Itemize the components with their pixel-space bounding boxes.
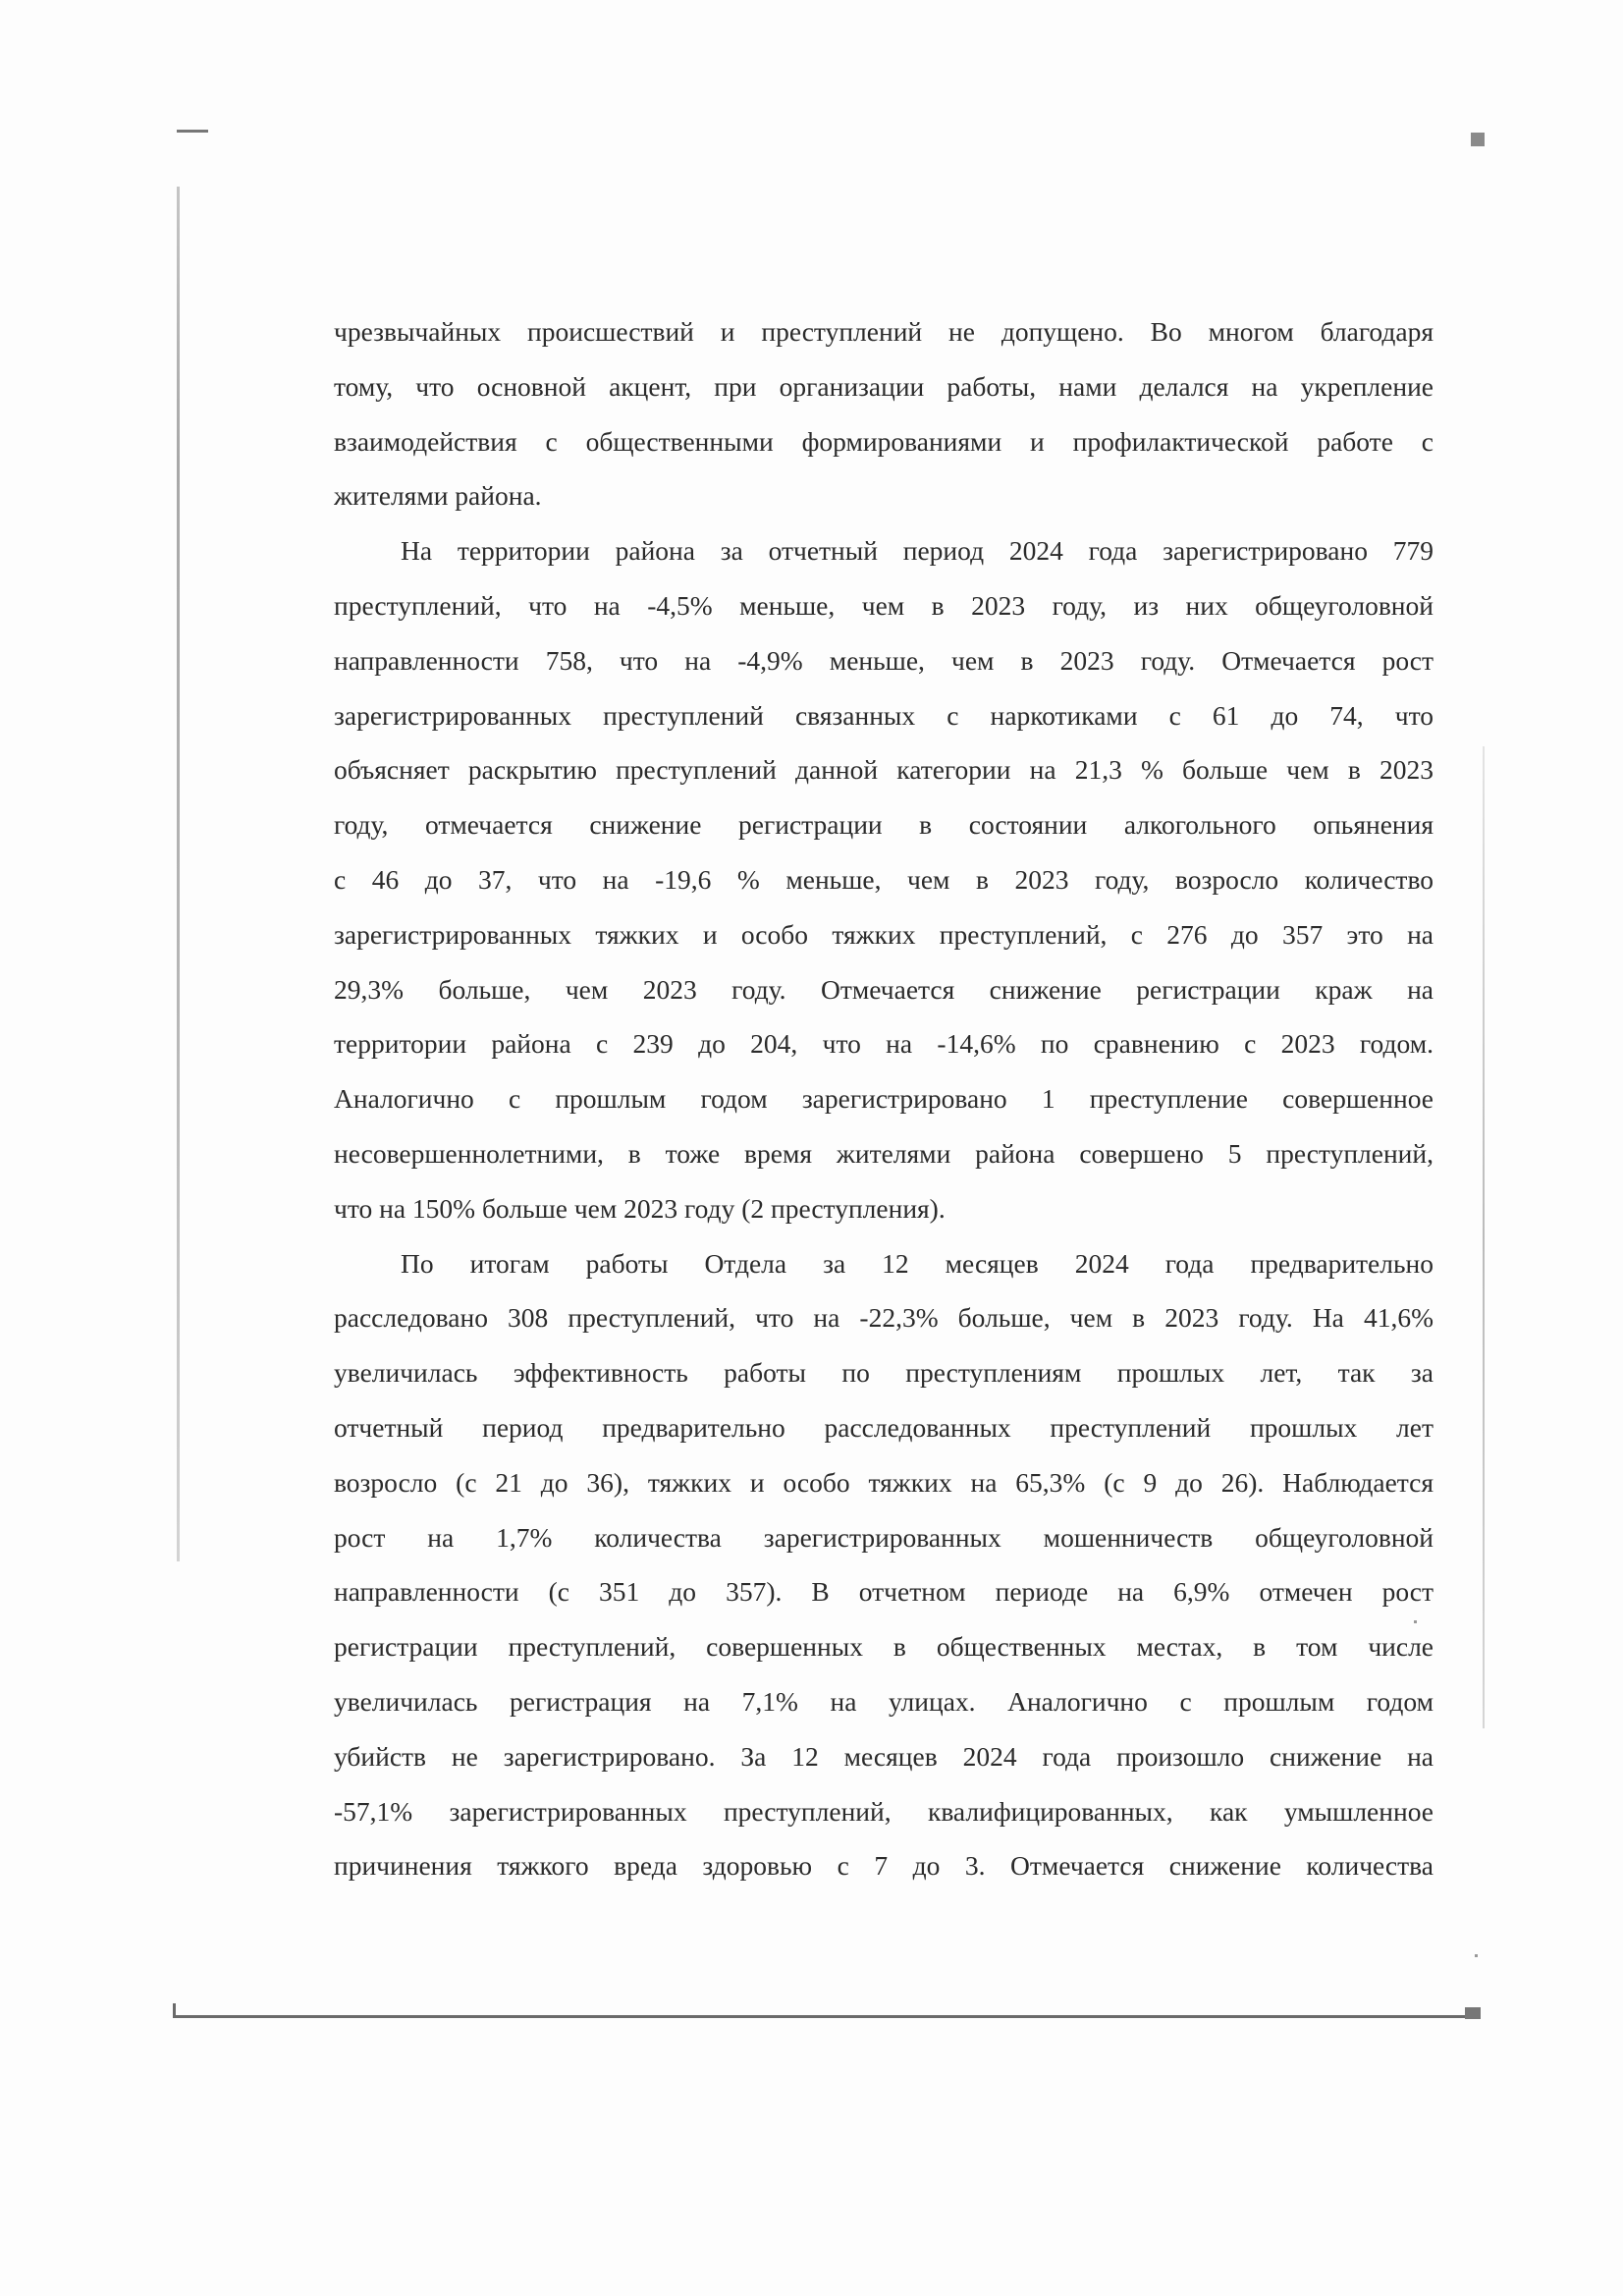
scan-artifact-right-edge	[1483, 746, 1485, 1728]
text-line: чрезвычайных происшествий и преступлений не допущено. Во многом благодаря	[334, 316, 1434, 347]
text-line: жителями района.	[334, 480, 542, 512]
scan-artifact-dot	[1475, 1954, 1478, 1957]
scan-artifact-bottom-line	[173, 2015, 1479, 2018]
text-line: рост на 1,7% количества зарегистрированных мошенничеств общеуголовной	[334, 1521, 1434, 1553]
text-line: территории района с 239 до 204, что на -14,6% по сравнению с 2023 годом.	[334, 1028, 1434, 1060]
text-line: -57,1% зарегистрированных преступлений, квалифицированных, как умышленное	[334, 1795, 1434, 1827]
text-line: увеличилась эффективность работы по преступлениям прошлых лет, так за	[334, 1357, 1434, 1389]
text-line: зарегистрированных тяжких и особо тяжких преступлений, с 276 до 357 это на	[334, 918, 1434, 950]
text-line: Аналогично с прошлым годом зарегистрировано 1 преступление совершенное	[334, 1083, 1434, 1115]
scan-artifact-top-right-mark	[1471, 133, 1485, 146]
text-line: преступлений, что на -4,5% меньше, чем в 2023 году, из них общеуголовной	[334, 589, 1434, 621]
text-line: расследовано 308 преступлений, что на -22,3% больше, чем в 2023 году. На 41,6%	[334, 1302, 1434, 1334]
text-line: отчетный период предварительно расследованных преступлений прошлых лет	[334, 1411, 1434, 1443]
text-line: несовершеннолетними, в тоже время жителями района совершено 5 преступлений,	[334, 1137, 1434, 1169]
text-line: тому, что основной акцент, при организации работы, нами делался на укрепление	[334, 370, 1434, 402]
scan-artifact-left-edge	[177, 187, 180, 1561]
text-line: направленности 758, что на -4,9% меньше, чем в 2023 году. Отмечается рост	[334, 644, 1434, 676]
text-line: объясняет раскрытию преступлений данной категории на 21,3 % больше чем в 2023	[334, 754, 1434, 786]
paragraph-2	[334, 523, 1434, 1235]
document-body	[334, 304, 1434, 1893]
text-line: увеличилась регистрация на 7,1% на улицах. Аналогично с прошлым годом	[334, 1685, 1434, 1717]
text-line: возросло (с 21 до 36), тяжких и особо тяжких на 65,3% (с 9 до 26). Наблюдается	[334, 1466, 1434, 1498]
text-line: регистрации преступлений, совершенных в общественных местах, в том числе	[334, 1631, 1434, 1663]
paragraph-3	[334, 1236, 1434, 1894]
text-line: взаимодействия с общественными формированиями и профилактической работе с	[334, 425, 1434, 457]
text-line: На территории района за отчетный период 2024 года зарегистрировано 779	[401, 535, 1434, 567]
text-line: 29,3% больше, чем 2023 году. Отмечается снижение регистрации краж на	[334, 973, 1434, 1005]
text-line: зарегистрированных преступлений связанных с наркотиками с 61 до 74, что	[334, 699, 1434, 731]
text-line: причинения тяжкого вреда здоровью с 7 до 3. Отмечается снижение количества	[334, 1850, 1434, 1882]
scan-artifact-bottom-right-mark	[1465, 2007, 1481, 2019]
paragraph-1	[334, 304, 1434, 523]
text-line: убийств не зарегистрировано. За 12 месяцев 2024 года произошло снижение на	[334, 1740, 1434, 1772]
text-line: По итогам работы Отдела за 12 месяцев 2024 года предварительно	[401, 1247, 1434, 1279]
scan-artifact-top-left-tick	[177, 130, 208, 133]
text-line: году, отмечается снижение регистрации в состоянии алкогольного опьянения	[334, 809, 1434, 841]
text-line: с 46 до 37, что на -19,6 % меньше, чем в 2023 году, возросло количество	[334, 863, 1434, 895]
text-line: что на 150% больше чем 2023 году (2 преступления).	[334, 1192, 946, 1224]
text-line: направленности (с 351 до 357). В отчетном периоде на 6,9% отмечен рост	[334, 1576, 1434, 1608]
